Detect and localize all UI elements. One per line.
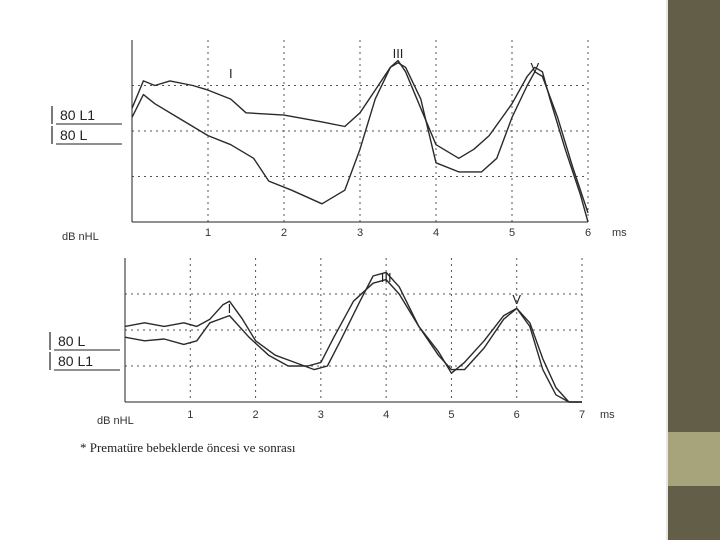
y-axis-label: dB nHL xyxy=(62,231,99,243)
x-tick-label: 7 xyxy=(578,409,586,421)
figure-caption: * Prematüre bebeklerde öncesi ve sonrası xyxy=(80,440,296,455)
x-axis-unit-label: ms xyxy=(600,409,615,421)
legend-label: 80 L1 xyxy=(58,353,94,369)
x-tick-label: 6 xyxy=(584,227,592,239)
y-axis-label: dB nHL xyxy=(97,415,134,427)
peak-label: III xyxy=(392,46,404,61)
legend-label: 80 L1 xyxy=(60,107,96,123)
x-tick-label: 3 xyxy=(356,227,364,239)
peak-label: I xyxy=(227,301,232,316)
legend-label: 80 L xyxy=(60,127,88,143)
legend-label: 80 L xyxy=(58,333,86,349)
peak-label: V xyxy=(530,60,540,75)
peak-label: III xyxy=(380,270,392,285)
x-tick-label: 1 xyxy=(187,409,194,421)
x-tick-label: 5 xyxy=(508,227,516,239)
x-tick-label: 3 xyxy=(317,409,324,421)
x-axis-unit-label: ms xyxy=(612,227,627,239)
x-tick-label: 4 xyxy=(383,409,390,421)
sidebar-accent xyxy=(666,432,720,486)
x-tick-label: 2 xyxy=(252,409,259,421)
x-tick-label: 6 xyxy=(513,409,520,421)
x-tick-label: 4 xyxy=(432,227,440,239)
sidebar-dark-bottom xyxy=(666,486,720,540)
sidebar-dark-top xyxy=(666,0,720,432)
x-tick-label: 5 xyxy=(448,409,455,421)
x-tick-label: 1 xyxy=(204,227,212,239)
peak-label: V xyxy=(512,292,522,307)
x-tick-label: 2 xyxy=(280,227,288,239)
peak-label: I xyxy=(228,66,233,81)
